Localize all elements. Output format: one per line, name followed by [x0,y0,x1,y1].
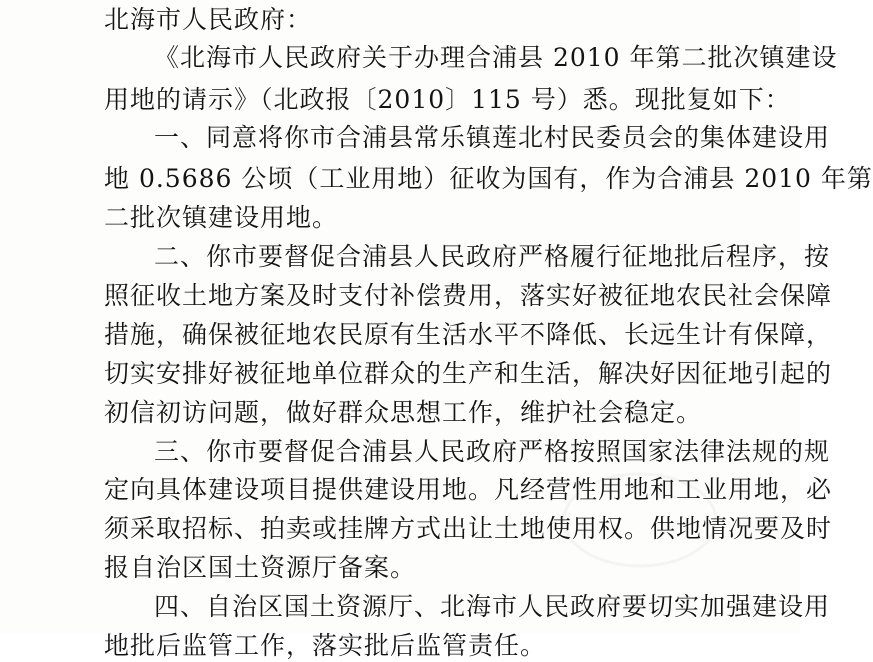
item4-line-1: 四、自治区国土资源厅、北海市人民政府要切实加强建设用 [154,592,831,621]
item2-line-3: 措施，确保被征地农民原有生活水平不降低、长远生计有保障， [104,320,833,349]
intro-line-1: 《北海市人民政府关于办理合浦县 2010 年第二批次镇建设 [154,43,838,72]
item2-line-1: 二、你市要督促合浦县人民政府严格履行征地批后程序，按 [154,242,831,271]
item1-line-2: 地 0.5686 公顷（工业用地）征收为国有，作为合浦县 2010 年第 [104,164,873,193]
item2-line-5: 初信初访问题，做好群众思想工作，维护社会稳定。 [104,398,703,427]
item1-line-3: 二批次镇建设用地。 [104,203,339,232]
item3-line-3: 须采取招标、拍卖或挂牌方式出让土地使用权。供地情况要及时 [104,514,833,543]
item2-line-2: 照征收土地方案及时支付补偿费用，落实好被征地农民社会保障 [104,281,833,310]
item2-line-4: 切实安排好被征地单位群众的生产和生活，解决好因征地引起的 [104,359,833,388]
intro-line-2: 用地的请示》（北政报〔2010〕115 号）悉。现批复如下： [104,85,791,114]
item1-line-1: 一、同意将你市合浦县常乐镇莲北村民委员会的集体建设用 [154,123,831,152]
item3-line-2: 定向具体建设项目提供建设用地。凡经营性用地和工业用地，必 [104,475,833,504]
item3-line-1: 三、你市要督促合浦县人民政府严格按照国家法律法规的规 [154,437,831,466]
item3-line-4: 报自治区国土资源厅备案。 [104,553,417,582]
addressee: 北海市人民政府： [104,5,313,34]
item4-line-2: 地批后监管工作，落实批后监管责任。 [104,631,547,660]
